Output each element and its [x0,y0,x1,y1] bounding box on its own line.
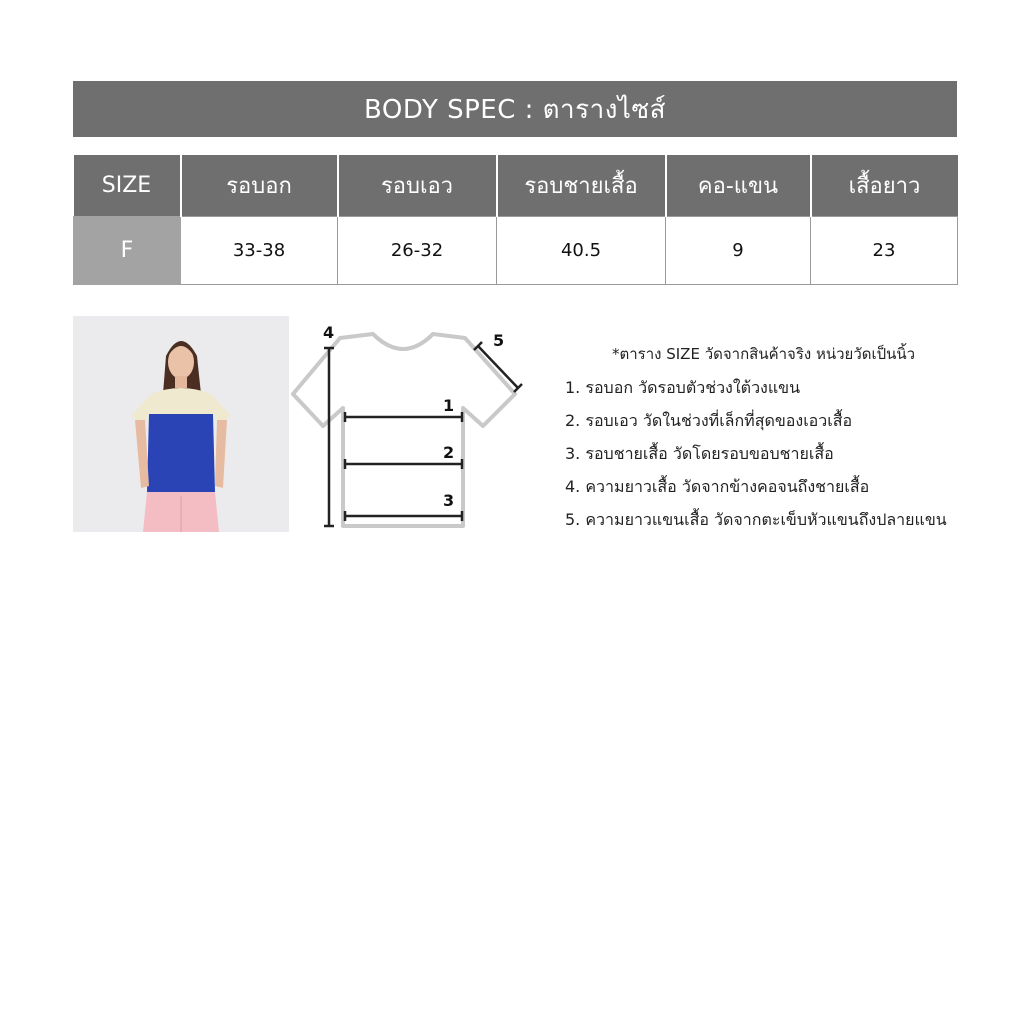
length-value: 23 [811,217,958,285]
column-header-chest: รอบอก [181,155,338,217]
size-value: F [74,217,181,285]
diagram-label-2: 2 [443,443,455,462]
column-header-waist: รอบเอว [338,155,497,217]
shirt-measurement-diagram [285,316,525,536]
column-header-size: SIZE [74,155,181,217]
measurement-notes [565,338,1005,536]
table-header-row [74,155,958,217]
model-photo [73,316,289,532]
diagram-label-5: 5 [493,331,505,350]
table-row [74,217,958,285]
note-item: 3. รอบชายเสื้อ วัดโดยรอบขอบชายเสื้อ [565,444,834,463]
note-item: 4. ความยาวเสื้อ วัดจากข้างคอจนถึงชายเสื้อ [565,477,870,496]
hem-value: 40.5 [497,217,666,285]
column-header-length: เสื้อยาว [811,155,958,217]
notes-header: *ตาราง SIZE วัดจากสินค้าจริง หน่วยวัดเป็นนิ้ว [612,345,916,363]
diagram-label-1: 1 [443,396,455,415]
page-title: BODY SPEC : ตารางไซส์ [73,81,957,137]
note-item: 2. รอบเอว วัดในช่วงที่เล็กที่สุดของเอวเสื้อ [565,411,853,430]
waist-value: 26-32 [338,217,497,285]
diagram-label-3: 3 [443,491,455,510]
neck-sleeve-value: 9 [666,217,811,285]
note-item: 1. รอบอก วัดรอบตัวช่วงใต้วงแขน [565,378,801,397]
note-item: 5. ความยาวแขนเสื้อ วัดจากตะเข็บหัวแขนถึงปลายแขน [565,510,947,529]
column-header-neck-sleeve: คอ-แขน [666,155,811,217]
size-table [73,155,958,285]
column-header-hem: รอบชายเสื้อ [497,155,666,217]
diagram-label-4: 4 [323,323,335,342]
chest-value: 33-38 [181,217,338,285]
